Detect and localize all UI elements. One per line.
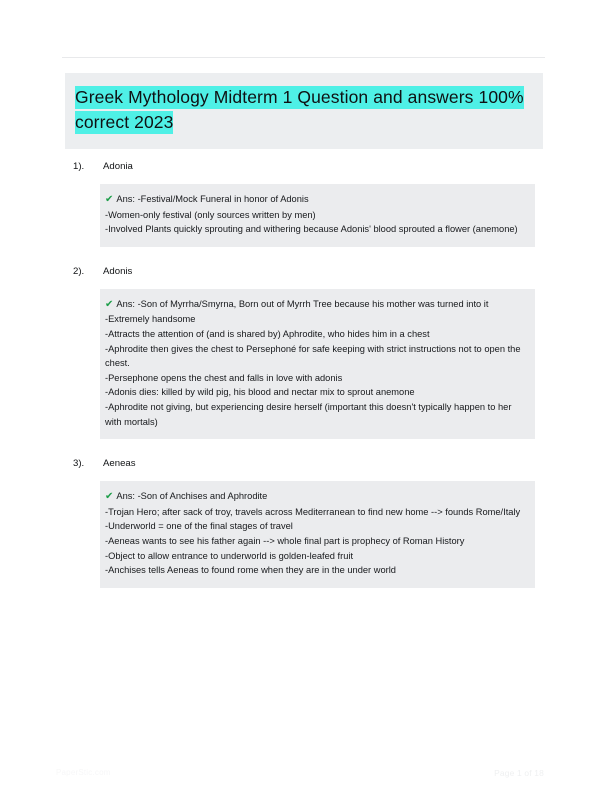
question-prompt: Adonia	[103, 161, 133, 172]
answer-box	[100, 481, 535, 588]
answer-line-text: Ans: -Son of Myrrha/Smyrna, Born out of Myrrh Tree because his mother was turned into it	[116, 298, 489, 309]
question-item	[0, 158, 606, 247]
answer-line: -Trojan Hero; after sack of troy, travels across Mediterranean to find new home --> founds Rome/Italy	[105, 506, 521, 517]
check-icon: ✔	[105, 194, 114, 205]
question-list	[0, 158, 606, 604]
header-divider	[62, 57, 545, 58]
answer-line-text: Ans: -Festival/Mock Funeral in honor of Adonis	[116, 194, 309, 204]
answer-line: -Aphrodite not giving, but experiencing desire herself (important this doesn't typically happen to her with mortals)	[105, 401, 512, 427]
question-item	[0, 263, 606, 439]
answer-line	[105, 192, 526, 208]
answer-line: -Object to allow entrance to underworld is golden-leafed fruit	[105, 550, 354, 561]
answer-line: -Persephone opens the chest and falls in love with adonis	[105, 372, 343, 383]
check-icon: ✔	[105, 298, 114, 310]
question-header	[0, 158, 606, 178]
answer-line: -Aphrodite then gives the chest to Persephoné for safe keeping with strict instructions not to open the chest.	[105, 343, 521, 369]
question-prompt: Aeneas	[103, 458, 136, 470]
answer-line: -Women-only festival (only sources written by men)	[105, 209, 316, 220]
answer-line: -Adonis dies: killed by wild pig, his blood and nectar mix to sprout anemone	[105, 387, 415, 398]
page-footer	[0, 766, 606, 786]
question-prompt: Adonis	[103, 265, 133, 277]
question-number: 1).	[73, 161, 85, 172]
title-highlight: Greek Mythology Midterm 1 Question and answers 100% correct 2023	[75, 87, 524, 132]
answer-line-text: Ans: -Son of Anchises and Aphrodite	[116, 491, 268, 502]
document-title-block	[65, 73, 543, 149]
footer-page-number: Page 1 of 18	[494, 768, 544, 778]
footer-watermark: PaperStic.com	[56, 768, 111, 777]
check-icon: ✔	[105, 491, 114, 503]
answer-line	[105, 297, 526, 313]
answer-box	[100, 289, 535, 439]
answer-line: -Anchises tells Aeneas to found rome when they are in the under world	[105, 565, 396, 576]
answer-line: -Extremely handsome	[105, 314, 196, 325]
answer-line: -Aeneas wants to see his father again --> whole final part is prophecy of Roman History	[105, 535, 465, 546]
question-header	[0, 455, 606, 475]
question-number: 3).	[73, 458, 85, 470]
question-item	[0, 455, 606, 588]
answer-box	[100, 184, 535, 247]
question-number: 2).	[73, 265, 85, 277]
answer-line	[105, 489, 526, 505]
page-title	[75, 85, 533, 135]
question-header	[0, 263, 606, 283]
answer-line: -Attracts the attention of (and is shared by) Aphrodite, who hides him in a chest	[105, 328, 430, 339]
answer-line: -Involved Plants quickly sprouting and withering because Adonis' blood sprouted a flower (anemone)	[105, 224, 518, 235]
answer-line: -Underworld = one of the final stages of travel	[105, 521, 293, 532]
